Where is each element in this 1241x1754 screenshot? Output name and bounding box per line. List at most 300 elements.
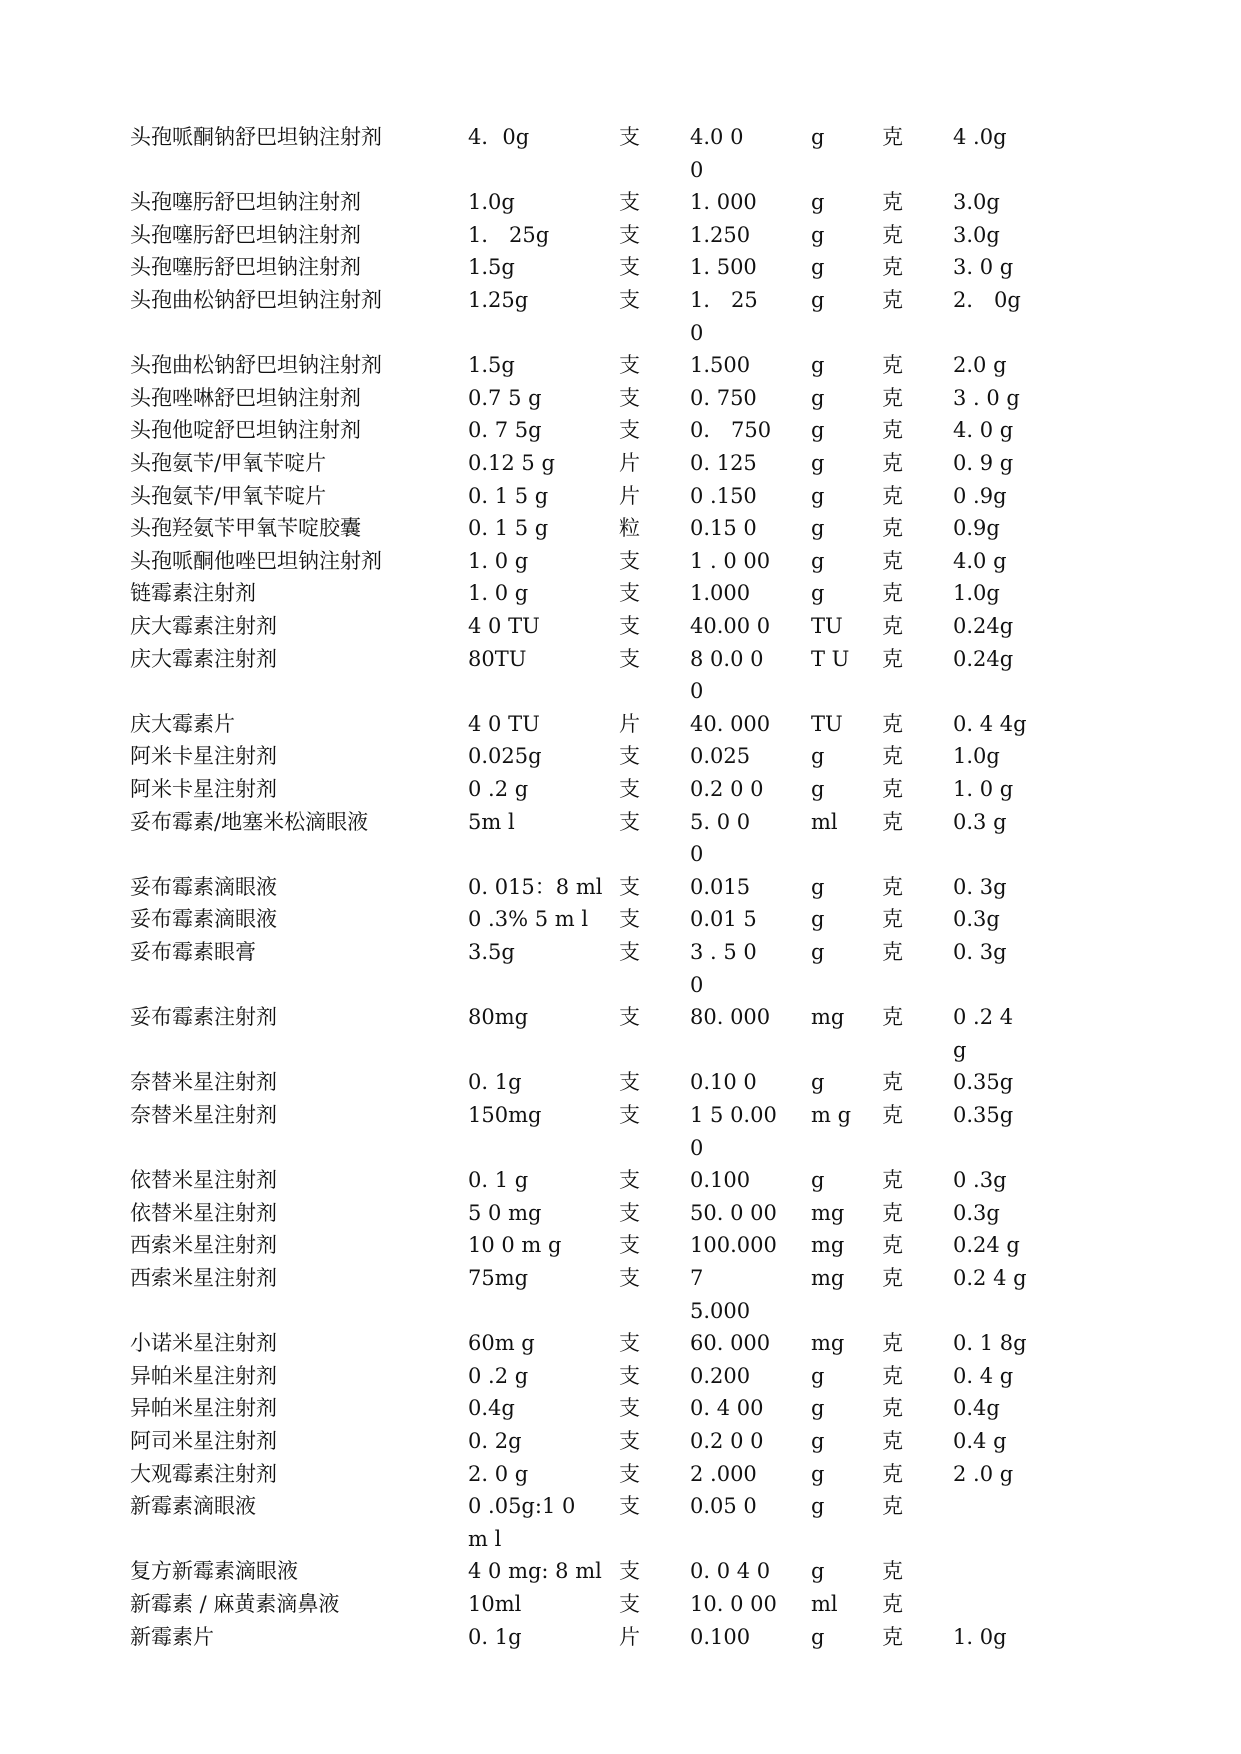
- dose-unit: 克: [882, 809, 903, 834]
- package-unit: 支: [619, 190, 640, 215]
- package-unit: 支: [619, 385, 640, 410]
- ddd-value: 0.24g: [953, 614, 1014, 638]
- drug-spec: 1.25g: [468, 288, 529, 312]
- package-unit: 支: [619, 125, 640, 149]
- quantity-unit: g: [811, 1461, 825, 1486]
- quantity-unit: g: [811, 1168, 825, 1193]
- quantity-value: 5. 0 0 0: [690, 809, 751, 867]
- ddd-value: 0.3g: [953, 907, 1000, 932]
- dose-unit: 克: [882, 516, 903, 541]
- table-row: [130, 708, 1050, 741]
- drug-spec: 0.7 5 g: [468, 385, 542, 410]
- quantity-unit: g: [811, 581, 825, 606]
- drug-name: 庆大霉素片: [130, 711, 235, 736]
- quantity-value: 4.0 0 0: [690, 125, 744, 182]
- drug-name: 大观霉素注射剂: [130, 1461, 277, 1486]
- drug-spec: 2. 0 g: [468, 1461, 529, 1486]
- package-unit: 支: [619, 1331, 640, 1356]
- drug-spec: 4 0 TU: [468, 711, 540, 736]
- drug-name: 西索米星注射剂: [130, 1266, 277, 1290]
- quantity-unit: ml: [811, 809, 838, 834]
- ddd-value: 0.3g: [953, 1200, 1000, 1225]
- drug-spec: 0. 2g: [468, 1429, 522, 1453]
- table-row: [130, 610, 1050, 643]
- table-row: [130, 1164, 1050, 1197]
- quantity-unit: g: [811, 353, 825, 378]
- quantity-value: 0.100: [690, 1624, 751, 1649]
- quantity-value: 0. 125: [690, 451, 757, 475]
- drug-name: 头孢唑啉舒巴坦钠注射剂: [130, 385, 361, 410]
- drug-spec: 1. 0 g: [468, 548, 529, 573]
- drug-spec: 4．0g: [468, 125, 530, 149]
- quantity-unit: g: [811, 1363, 825, 1388]
- drug-spec: 0. 1 5 g: [468, 516, 549, 541]
- quantity-value: 0.01 5: [690, 907, 757, 932]
- ddd-value: 2． 0g: [953, 288, 1021, 312]
- quantity-unit: g: [811, 744, 825, 769]
- quantity-unit: mg: [811, 1005, 845, 1030]
- quantity-unit: mg: [811, 1266, 845, 1290]
- ddd-value: 0.3 g: [953, 809, 1007, 834]
- quantity-unit: g: [811, 418, 825, 443]
- quantity-unit: g: [811, 1494, 825, 1519]
- package-unit: 支: [619, 548, 640, 573]
- dose-unit: 克: [882, 1070, 903, 1095]
- dose-unit: 克: [882, 581, 903, 606]
- quantity-unit: g: [811, 1396, 825, 1421]
- drug-spec: 150mg: [468, 1103, 542, 1127]
- quantity-unit: g: [811, 451, 825, 475]
- package-unit: 支: [619, 353, 640, 378]
- quantity-value: 1. 500: [690, 255, 757, 280]
- quantity-value: 1.000: [690, 581, 751, 606]
- table-row: [130, 903, 1050, 936]
- drug-spec: 0 .2 g: [468, 1363, 529, 1388]
- drug-name: 异帕米星注射剂: [130, 1396, 277, 1421]
- table-row: [130, 773, 1050, 806]
- quantity-value: 1． 25 0: [690, 288, 758, 345]
- drug-name: 阿米卡星注射剂: [130, 777, 277, 801]
- quantity-unit: g: [811, 288, 825, 312]
- quantity-unit: g: [811, 874, 825, 899]
- drug-name: 阿司米星注射剂: [130, 1429, 277, 1453]
- drug-name: 妥布霉素/地塞米松滴眼液: [130, 809, 369, 834]
- drug-spec: 1.5g: [468, 353, 515, 378]
- drug-spec: 1. 0 g: [468, 581, 529, 606]
- package-unit: 支: [619, 1200, 640, 1225]
- drug-name: 小诺米星注射剂: [130, 1331, 277, 1356]
- dose-unit: 克: [882, 646, 903, 671]
- drug-spec: 0 .3% 5 m l: [468, 907, 589, 932]
- drug-spec: 5m l: [468, 809, 515, 834]
- drug-name: 西索米星注射剂: [130, 1233, 277, 1258]
- quantity-value: 1.250: [690, 222, 751, 247]
- dose-unit: 克: [882, 1200, 903, 1225]
- package-unit: 片: [619, 711, 640, 736]
- package-unit: 支: [619, 581, 640, 606]
- dose-unit: 克: [882, 1363, 903, 1388]
- quantity-value: 0.05 0: [690, 1494, 757, 1519]
- drug-name: 头孢曲松钠舒巴坦钠注射剂: [130, 288, 382, 312]
- quantity-value: 50. 0 00: [690, 1200, 777, 1225]
- package-unit: 支: [619, 288, 640, 312]
- ddd-value: 0.35g: [953, 1103, 1014, 1127]
- ddd-value: 1. 0g: [953, 1624, 1007, 1649]
- quantity-unit: m g: [811, 1103, 852, 1127]
- package-unit: 支: [619, 1396, 640, 1421]
- table-row: [130, 480, 1050, 513]
- table-row: [130, 740, 1050, 773]
- drug-name: 头孢噻肟舒巴坦钠注射剂: [130, 222, 361, 247]
- quantity-unit: g: [811, 1559, 825, 1584]
- package-unit: 支: [619, 777, 640, 801]
- ddd-value: 3 . 0 g: [953, 385, 1020, 410]
- dose-unit: 克: [882, 1559, 903, 1584]
- table-row: [130, 1425, 1050, 1458]
- quantity-value: 40.00 0: [690, 614, 771, 638]
- drug-spec: 3.5g: [468, 940, 515, 964]
- table-row: [130, 806, 1050, 871]
- ddd-value: 0.4 g: [953, 1429, 1007, 1453]
- dose-unit: 克: [882, 711, 903, 736]
- table-row: [130, 1555, 1050, 1588]
- quantity-value: 1 . 0 00: [690, 548, 771, 573]
- table-row: [130, 219, 1050, 252]
- quantity-unit: mg: [811, 1200, 845, 1225]
- dose-unit: 克: [882, 385, 903, 410]
- dose-unit: 克: [882, 418, 903, 443]
- drug-spec: 4 0 mg: 8 ml: [468, 1559, 602, 1584]
- ddd-value: 4. 0 g: [953, 418, 1014, 443]
- quantity-unit: g: [811, 907, 825, 932]
- quantity-value: 0. 750: [690, 385, 757, 410]
- table-row: [130, 1262, 1050, 1327]
- drug-name: 异帕米星注射剂: [130, 1363, 277, 1388]
- ddd-value: 2.0 g: [953, 353, 1007, 378]
- quantity-unit: ml: [811, 1592, 838, 1616]
- table-row: [130, 1197, 1050, 1230]
- dose-unit: 克: [882, 1592, 903, 1616]
- ddd-value: 0 .9g: [953, 483, 1007, 508]
- drug-name: 头孢哌酮他唑巴坦钠注射剂: [130, 548, 382, 573]
- quantity-unit: TU: [811, 614, 843, 638]
- ddd-value: 0. 3g: [953, 874, 1007, 899]
- drug-spec: 10 0 m g: [468, 1233, 562, 1258]
- package-unit: 片: [619, 451, 640, 475]
- package-unit: 支: [619, 255, 640, 280]
- dose-unit: 克: [882, 1396, 903, 1421]
- package-unit: 支: [619, 1494, 640, 1519]
- package-unit: 支: [619, 907, 640, 932]
- table-row: [130, 1588, 1050, 1621]
- table-row: [130, 447, 1050, 480]
- ddd-value: 0. 3g: [953, 940, 1007, 964]
- quantity-value: 0 .150: [690, 483, 757, 508]
- ddd-value: 3. 0 g: [953, 255, 1014, 280]
- table-row: [130, 1229, 1050, 1262]
- table-row: [130, 1066, 1050, 1099]
- drug-spec: 80mg: [468, 1005, 529, 1030]
- drug-name: 头孢羟氨苄甲氧苄啶胶囊: [130, 516, 361, 541]
- table-row: [130, 284, 1050, 349]
- dose-unit: 克: [882, 1429, 903, 1453]
- dose-unit: 克: [882, 1103, 903, 1127]
- drug-spec: 1.5g: [468, 255, 515, 280]
- ddd-value: 1.0g: [953, 744, 1000, 769]
- ddd-value: 0.2 4 g: [953, 1266, 1027, 1290]
- quantity-unit: g: [811, 777, 825, 801]
- drug-name: 新霉素滴眼液: [130, 1494, 256, 1519]
- dose-unit: 克: [882, 744, 903, 769]
- table-row: [130, 186, 1050, 219]
- quantity-value: 0.025: [690, 744, 751, 769]
- package-unit: 支: [619, 809, 640, 834]
- drug-name: 奈替米星注射剂: [130, 1103, 277, 1127]
- table-row: [130, 1001, 1050, 1066]
- quantity-value: 0.2 0 0: [690, 1429, 764, 1453]
- ddd-value: 0.35g: [953, 1070, 1014, 1095]
- drug-spec: 0. 1 g: [468, 1168, 529, 1193]
- quantity-value: 0． 750: [690, 418, 772, 443]
- drug-spec: 60m g: [468, 1331, 535, 1356]
- dose-unit: 克: [882, 190, 903, 215]
- drug-spec: 75mg: [468, 1266, 529, 1290]
- table-row: [130, 1490, 1050, 1555]
- package-unit: 支: [619, 1005, 640, 1030]
- drug-spec: 0.4g: [468, 1396, 515, 1421]
- dose-unit: 克: [882, 125, 903, 149]
- table-row: [130, 1327, 1050, 1360]
- quantity-value: 0.2 0 0: [690, 777, 764, 801]
- quantity-value: 8 0.0 0 0: [690, 646, 764, 704]
- dose-unit: 克: [882, 1331, 903, 1356]
- ddd-value: 0.24 g: [953, 1233, 1020, 1258]
- drug-name: 庆大霉素注射剂: [130, 646, 277, 671]
- drug-name: 妥布霉素注射剂: [130, 1005, 277, 1030]
- quantity-unit: g: [811, 1624, 825, 1649]
- quantity-value: 2 .000: [690, 1461, 757, 1486]
- quantity-value: 0.10 0: [690, 1070, 757, 1095]
- table-row: [130, 545, 1050, 578]
- package-unit: 支: [619, 1103, 640, 1127]
- ddd-value: 1. 0 g: [953, 777, 1014, 801]
- package-unit: 支: [619, 1168, 640, 1193]
- drug-name: 妥布霉素滴眼液: [130, 874, 277, 899]
- ddd-value: 0.9g: [953, 516, 1000, 541]
- drug-spec: 1.0g: [468, 190, 515, 215]
- dose-unit: 克: [882, 1005, 903, 1030]
- ddd-value: 0.4g: [953, 1396, 1000, 1421]
- table-row: [130, 1621, 1050, 1654]
- drug-spec: 80TU: [468, 646, 527, 671]
- ddd-value: 2 .0 g: [953, 1461, 1014, 1486]
- ddd-value: 0. 4 4g: [953, 711, 1027, 736]
- dose-unit: 克: [882, 777, 903, 801]
- drug-name: 头孢曲松钠舒巴坦钠注射剂: [130, 353, 382, 378]
- quantity-unit: g: [811, 385, 825, 410]
- quantity-unit: g: [811, 548, 825, 573]
- table-row: [130, 871, 1050, 904]
- drug-name: 依替米星注射剂: [130, 1200, 277, 1225]
- dose-unit: 克: [882, 222, 903, 247]
- dose-unit: 克: [882, 1168, 903, 1193]
- table-row: [130, 1392, 1050, 1425]
- ddd-value: 0 .2 4 g: [953, 1005, 1014, 1062]
- quantity-unit: TU: [811, 711, 843, 736]
- package-unit: 支: [619, 874, 640, 899]
- drug-spec: 0. 1g: [468, 1070, 522, 1095]
- dose-unit: 克: [882, 874, 903, 899]
- quantity-unit: g: [811, 255, 825, 280]
- table-row: [130, 1458, 1050, 1491]
- drug-name: 复方新霉素滴眼液: [130, 1559, 298, 1584]
- drug-name: 头孢他啶舒巴坦钠注射剂: [130, 418, 361, 443]
- package-unit: 支: [619, 222, 640, 247]
- ddd-value: 1.0g: [953, 581, 1000, 606]
- quantity-value: 10. 0 00: [690, 1592, 777, 1616]
- quantity-unit: g: [811, 1070, 825, 1095]
- dose-unit: 克: [882, 288, 903, 312]
- drug-spec: 0. 1g: [468, 1624, 522, 1649]
- quantity-unit: g: [811, 483, 825, 508]
- package-unit: 粒: [619, 516, 640, 541]
- ddd-value: 0. 4 g: [953, 1363, 1014, 1388]
- package-unit: 支: [619, 418, 640, 443]
- ddd-value: 0 .3g: [953, 1168, 1007, 1193]
- package-unit: 支: [619, 1070, 640, 1095]
- quantity-value: 0. 0 4 0: [690, 1559, 771, 1584]
- dose-unit: 克: [882, 1624, 903, 1649]
- quantity-value: 0. 4 00: [690, 1396, 764, 1421]
- drug-spec: 0 .05g:1 0 m l: [468, 1494, 576, 1551]
- drug-spec: 0. 1 5 g: [468, 483, 549, 508]
- drug-spec: 1． 25g: [468, 222, 550, 247]
- package-unit: 支: [619, 1559, 640, 1584]
- quantity-unit: g: [811, 1429, 825, 1453]
- drug-name: 头孢噻肟舒巴坦钠注射剂: [130, 190, 361, 215]
- drug-name: 妥布霉素眼膏: [130, 940, 256, 964]
- table-row: [130, 643, 1050, 708]
- drug-name: 奈替米星注射剂: [130, 1070, 277, 1095]
- quantity-value: 0.15 0: [690, 516, 757, 541]
- ddd-value: 3.0g: [953, 222, 1000, 247]
- dose-unit: 克: [882, 451, 903, 475]
- table-row: [130, 936, 1050, 1001]
- dose-unit: 克: [882, 907, 903, 932]
- drug-spec: 4 0 TU: [468, 614, 540, 638]
- ddd-value: 4 .0g: [953, 125, 1007, 149]
- quantity-value: 80. 000: [690, 1005, 771, 1030]
- drug-name: 阿米卡星注射剂: [130, 744, 277, 769]
- table-row: [130, 414, 1050, 447]
- quantity-value: 1 5 0.00 0: [690, 1103, 777, 1160]
- quantity-unit: g: [811, 190, 825, 215]
- dose-unit: 克: [882, 353, 903, 378]
- quantity-value: 3 . 5 0 0: [690, 940, 757, 997]
- quantity-unit: g: [811, 125, 825, 149]
- ddd-value: 3.0g: [953, 190, 1000, 215]
- ddd-value: 0.24g: [953, 646, 1014, 671]
- drug-spec: 10ml: [468, 1592, 522, 1616]
- package-unit: 支: [619, 1363, 640, 1388]
- ddd-value: 0. 9 g: [953, 451, 1014, 475]
- drug-name: 头孢氨苄/甲氧苄啶片: [130, 483, 327, 508]
- dose-unit: 克: [882, 1494, 903, 1519]
- drug-spec: 0.025g: [468, 744, 542, 769]
- dose-unit: 克: [882, 614, 903, 638]
- quantity-value: 60. 000: [690, 1331, 771, 1356]
- package-unit: 支: [619, 1266, 640, 1290]
- table-row: [130, 251, 1050, 284]
- table-row: [130, 1099, 1050, 1164]
- package-unit: 支: [619, 1592, 640, 1616]
- drug-name: 依替米星注射剂: [130, 1168, 277, 1193]
- quantity-value: 0.015: [690, 874, 751, 899]
- quantity-unit: mg: [811, 1233, 845, 1258]
- package-unit: 支: [619, 1233, 640, 1258]
- quantity-unit: g: [811, 516, 825, 541]
- package-unit: 支: [619, 744, 640, 769]
- drug-name: 庆大霉素注射剂: [130, 614, 277, 638]
- quantity-unit: mg: [811, 1331, 845, 1356]
- package-unit: 支: [619, 614, 640, 638]
- dose-unit: 克: [882, 1233, 903, 1258]
- dose-unit: 克: [882, 940, 903, 964]
- dose-unit: 克: [882, 548, 903, 573]
- package-unit: 片: [619, 483, 640, 508]
- package-unit: 支: [619, 1461, 640, 1486]
- drug-name: 新霉素 / 麻黄素滴鼻液: [130, 1592, 340, 1616]
- quantity-unit: g: [811, 940, 825, 964]
- drug-spec: 0. 015：8 ml: [468, 874, 603, 899]
- quantity-value: 0.100: [690, 1168, 751, 1193]
- dose-unit: 克: [882, 483, 903, 508]
- drug-name: 新霉素片: [130, 1624, 214, 1649]
- quantity-value: 40. 000: [690, 711, 771, 736]
- drug-name: 链霉素注射剂: [130, 581, 256, 606]
- drug-name: 妥布霉素滴眼液: [130, 907, 277, 932]
- drug-spec: 5 0 mg: [468, 1200, 542, 1225]
- package-unit: 支: [619, 940, 640, 964]
- quantity-value: 1. 000: [690, 190, 757, 215]
- drug-name: 头孢哌酮钠舒巴坦钠注射剂: [130, 125, 382, 149]
- table-row: [130, 577, 1050, 610]
- ddd-value: 4.0 g: [953, 548, 1007, 573]
- quantity-value: 0.200: [690, 1363, 751, 1388]
- table-row: [130, 121, 1050, 186]
- quantity-unit: g: [811, 222, 825, 247]
- package-unit: 支: [619, 646, 640, 671]
- quantity-value: 100.000: [690, 1233, 777, 1258]
- table-row: [130, 349, 1050, 382]
- dose-unit: 克: [882, 255, 903, 280]
- quantity-value: 1.500: [690, 353, 751, 378]
- table-row: [130, 382, 1050, 415]
- drug-name: 头孢氨苄/甲氧苄啶片: [130, 451, 327, 475]
- drug-spec: 0 .2 g: [468, 777, 529, 801]
- drug-spec: 0.12 5 g: [468, 451, 555, 475]
- package-unit: 片: [619, 1624, 640, 1649]
- quantity-unit: T U: [811, 646, 850, 671]
- quantity-value: 7 5.000: [690, 1266, 751, 1323]
- table-row: [130, 512, 1050, 545]
- table-row: [130, 1360, 1050, 1393]
- dose-unit: 克: [882, 1266, 903, 1290]
- drug-name: 头孢噻肟舒巴坦钠注射剂: [130, 255, 361, 280]
- ddd-value: 0. 1 8g: [953, 1331, 1027, 1356]
- dose-unit: 克: [882, 1461, 903, 1486]
- drug-spec: 0. 7 5g: [468, 418, 542, 443]
